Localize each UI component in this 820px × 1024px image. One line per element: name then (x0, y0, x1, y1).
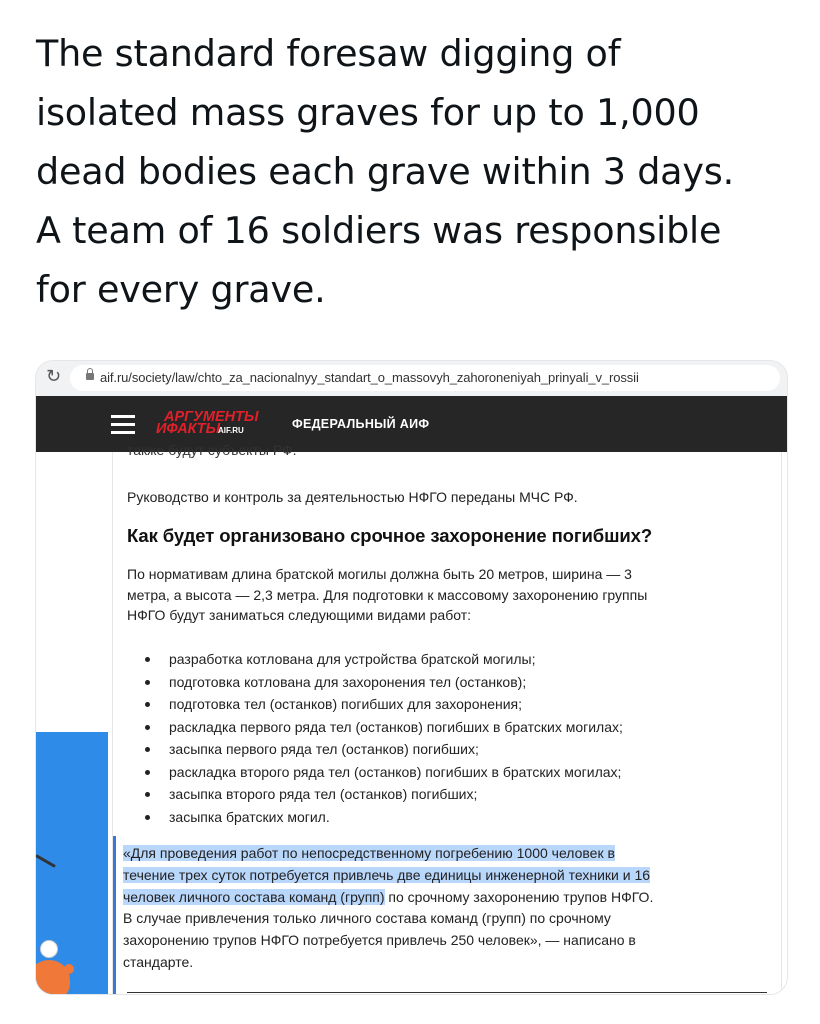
banner-orange-dot (64, 964, 74, 974)
list-item: засыпка второго ряда тел (останков) погибших; (135, 783, 623, 806)
page-content (36, 442, 787, 994)
quote-line (123, 865, 773, 887)
divider (127, 992, 767, 993)
site-section-link[interactable]: ФЕДЕРАЛЬНЫЙ АИФ (292, 417, 430, 431)
paragraph-line: По нормативам длина братской могилы должна быть 20 метров, ширина — 3 (127, 566, 632, 582)
article-quote (123, 843, 773, 974)
quote-line: стандарте. (123, 953, 194, 970)
quote-rule (113, 836, 116, 994)
quote-highlight: течение трех суток потребуется привлечь две единицы инженерной техники и 16 (123, 866, 651, 883)
tweet-line: dead bodies each grave within 3 days. (36, 150, 734, 193)
url-text: aif.ru/society/law/chto_za_nacionalnyy_standart_o_massovyh_zahoroneniyah_prinyali_v_rossii (100, 370, 639, 385)
site-logo[interactable] (156, 406, 259, 442)
quote-highlight: «Для проведения работ по непосредственному погребению 1000 человек в (123, 845, 615, 861)
paragraph-line: метра, а высота — 2,3 метра. Для подготовки к массовому захоронению группы (127, 586, 648, 603)
logo-text-top: АРГУМЕНТЫ (164, 409, 259, 425)
tweet-line: isolated mass graves for up to 1,000 (36, 91, 700, 134)
tweet-line: for every grave. (36, 268, 326, 311)
tweet-line: A team of 16 soldiers was responsible (36, 209, 722, 252)
work-list (135, 648, 623, 828)
tweet-line: The standard foresaw digging of (36, 32, 621, 75)
article-heading: Как будет организовано срочное захоронение погибших? (127, 525, 653, 546)
cutoff-text: также будут субъекты РФ. (127, 442, 297, 458)
article-paragraph (127, 564, 767, 626)
list-item: засыпка братских могил. (135, 806, 623, 829)
quote-text: по срочному захоронению трупов НФГО. (384, 888, 654, 905)
list-item: подготовка тел (останков) погибших для захоронения; (135, 693, 623, 716)
lock-icon (86, 373, 94, 380)
list-item: подготовка котлована для захоронения тел (останков); (135, 671, 623, 694)
side-banner (36, 452, 108, 994)
list-item: разработка котлована для устройства братской могилы; (135, 648, 623, 671)
list-item: раскладка первого ряда тел (останков) погибших в братских могилах; (135, 716, 623, 739)
list-item: засыпка первого ряда тел (останков) погибших; (135, 738, 623, 761)
hamburger-menu-icon[interactable] (111, 415, 135, 434)
url-field[interactable] (70, 365, 780, 391)
logo-text-bottom: ИФАКТЫ (156, 421, 221, 437)
list-item: раскладка второго ряда тел (останков) погибших в братских могилах; (135, 761, 623, 784)
browser-address-bar (36, 361, 787, 396)
quote-line (123, 887, 773, 909)
tweet-text (36, 24, 796, 319)
quote-line (123, 843, 773, 865)
logo-domain: AIF.RU (218, 426, 244, 435)
article-lead: Руководство и контроль за деятельностью НФГО переданы МЧС РФ. (127, 489, 578, 505)
reload-icon[interactable]: ↻ (46, 366, 62, 387)
banner-dot-decoration (40, 940, 58, 958)
quote-highlight: человек личного состава команд (групп) (123, 888, 385, 905)
article-body (112, 442, 782, 994)
paragraph-line: НФГО будут заниматься следующими видами работ: (127, 607, 471, 623)
quote-line: захоронению трупов НФГО потребуется привлечь 250 человек», — написано в (123, 932, 636, 949)
attached-screenshot[interactable] (35, 360, 788, 995)
quote-line: В случае привлечения только личного состава команд (групп) по срочному (123, 910, 611, 927)
